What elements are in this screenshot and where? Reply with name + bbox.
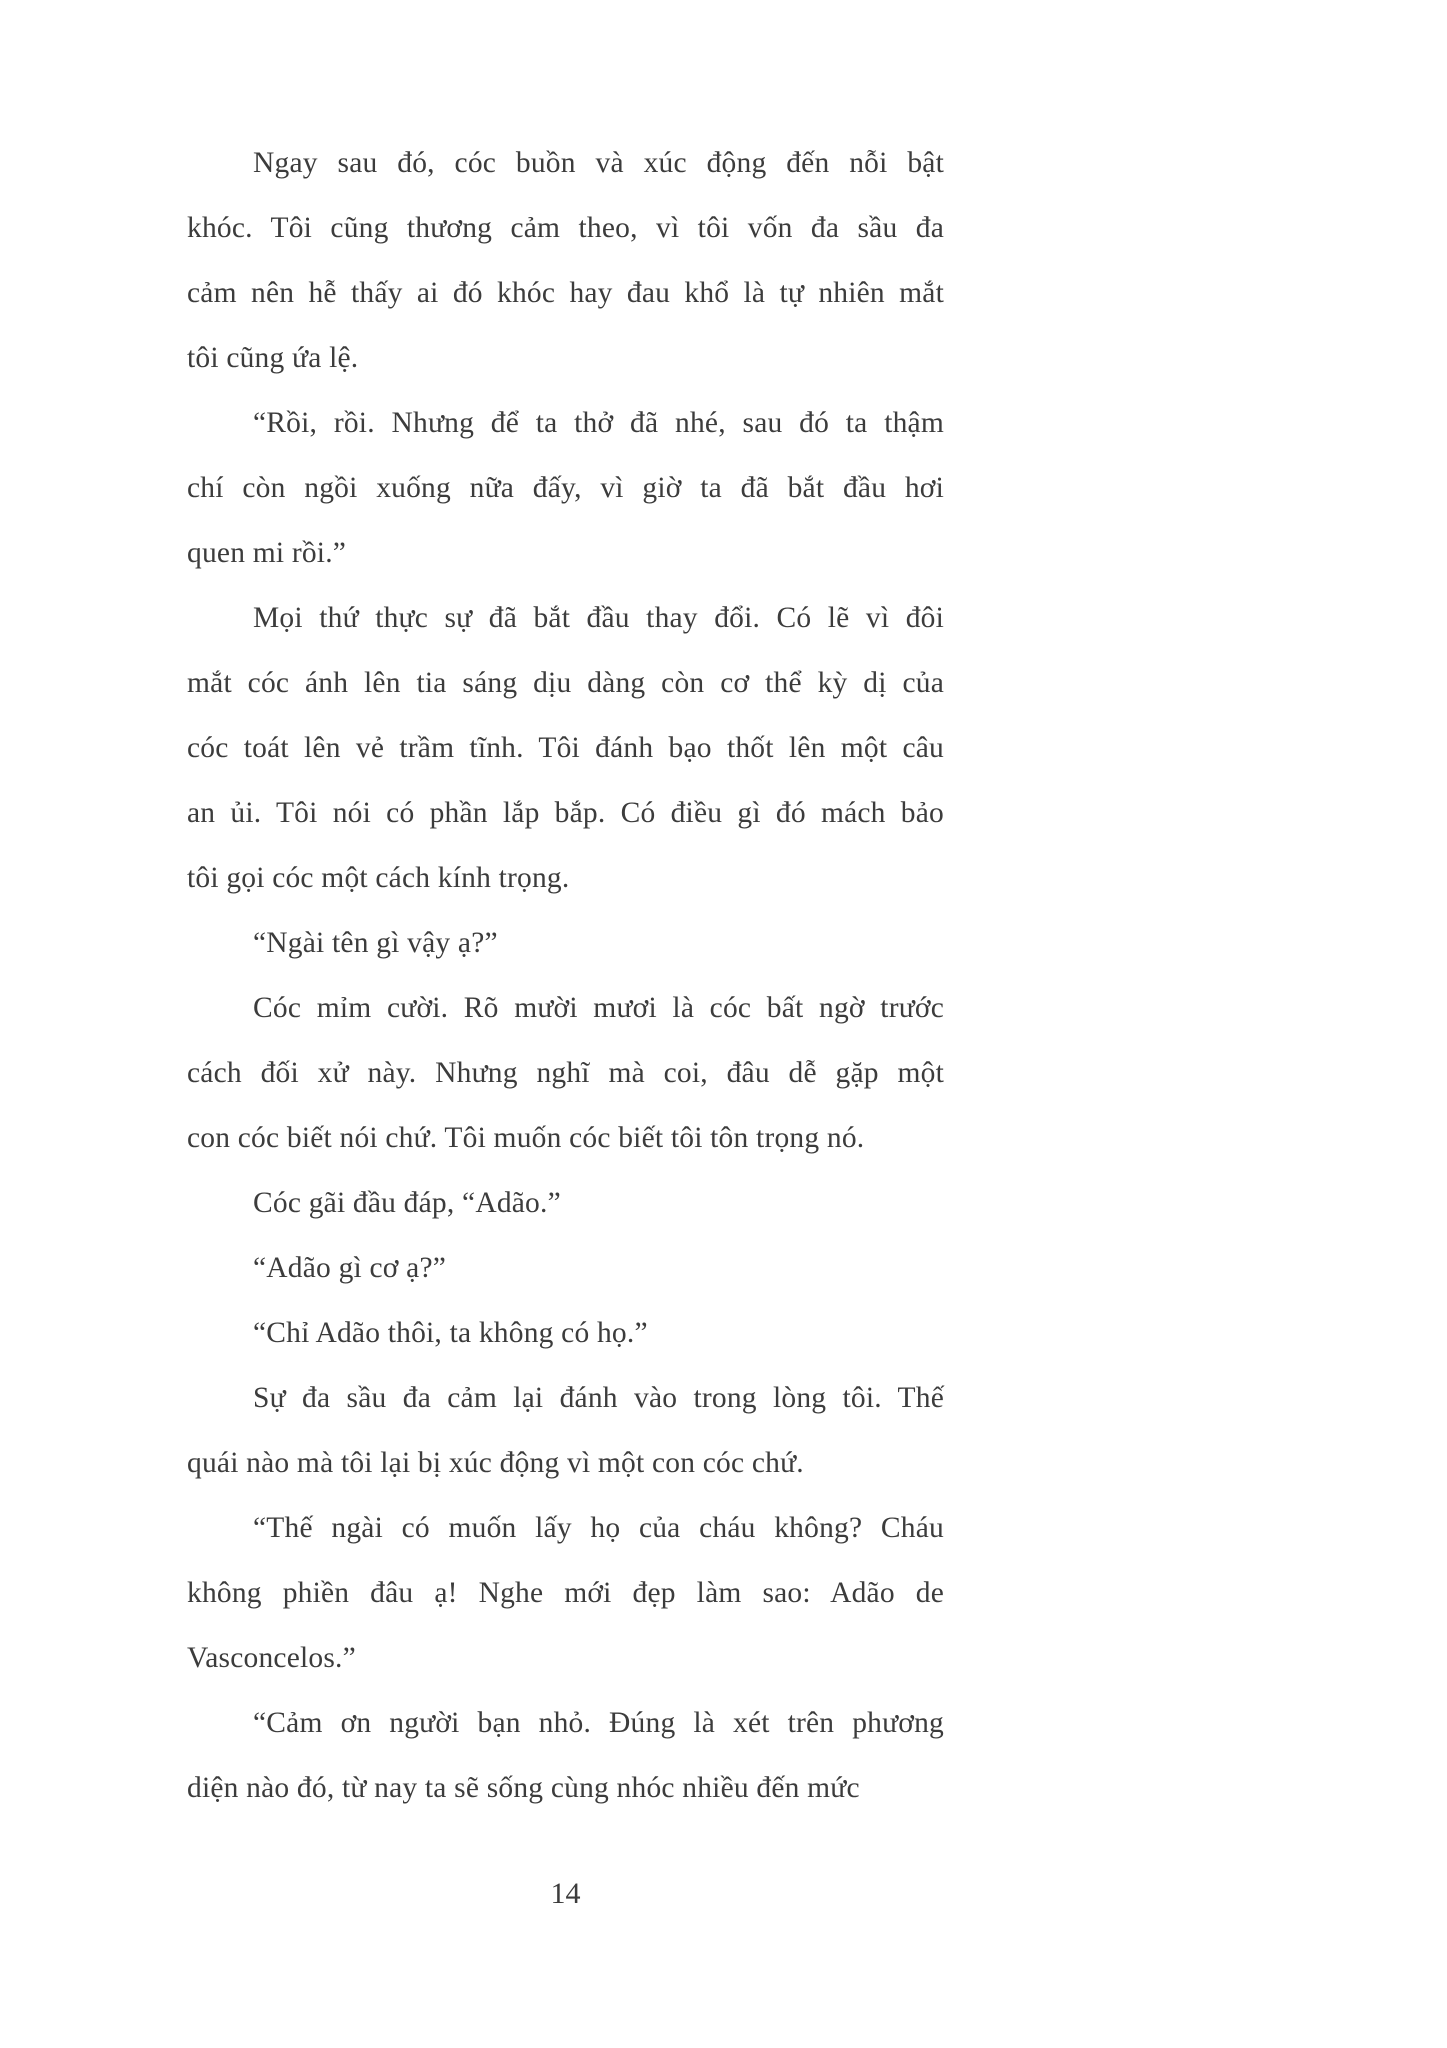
text-line: tôi cũng ứa lệ. xyxy=(187,342,359,374)
text-line: quái nào mà tôi lại bị xúc động vì một con cóc chứ. xyxy=(187,1447,804,1479)
text-line: tôi gọi cóc một cách kính trọng. xyxy=(187,862,570,894)
text-line: “Cảm ơn người bạn nhỏ. Đúng là xét trên phương xyxy=(253,1707,944,1739)
page-number: 14 xyxy=(550,1877,581,1910)
text-line: con cóc biết nói chứ. Tôi muốn cóc biết tôi tôn trọng nó. xyxy=(187,1122,865,1154)
text-line: Ngay sau đó, cóc buồn và xúc động đến nỗi bật xyxy=(253,147,944,179)
text-line: “Rồi, rồi. Nhưng để ta thở đã nhé, sau đó ta thậm xyxy=(253,407,944,439)
text-line: Sự đa sầu đa cảm lại đánh vào trong lòng tôi. Thế xyxy=(253,1382,944,1414)
body-text xyxy=(187,131,944,1821)
text-line: mắt cóc ánh lên tia sáng dịu dàng còn cơ thể kỳ dị của xyxy=(187,667,944,699)
text-line: chí còn ngồi xuống nữa đấy, vì giờ ta đã bắt đầu hơi xyxy=(187,472,944,504)
text-line: Mọi thứ thực sự đã bắt đầu thay đổi. Có lẽ vì đôi xyxy=(253,602,944,634)
text-line: quen mi rồi.” xyxy=(187,537,347,569)
text-line: Cóc gãi đầu đáp, “Adão.” xyxy=(253,1187,561,1219)
text-line: cóc toát lên vẻ trầm tĩnh. Tôi đánh bạo thốt lên một câu xyxy=(187,732,944,764)
text-line: “Chỉ Adão thôi, ta không có họ.” xyxy=(253,1317,648,1349)
text-line: cách đối xử này. Nhưng nghĩ mà coi, đâu dễ gặp một xyxy=(187,1057,944,1089)
text-line: cảm nên hễ thấy ai đó khóc hay đau khổ là tự nhiên mắt xyxy=(187,277,944,309)
text-line: Vasconcelos.” xyxy=(187,1642,356,1674)
text-line: an ủi. Tôi nói có phần lắp bắp. Có điều gì đó mách bảo xyxy=(187,797,944,829)
text-line: “Adão gì cơ ạ?” xyxy=(253,1252,447,1284)
text-line: “Ngài tên gì vậy ạ?” xyxy=(253,927,498,959)
text-line: diện nào đó, từ nay ta sẽ sống cùng nhóc nhiều đến mức xyxy=(187,1772,860,1804)
text-line: “Thế ngài có muốn lấy họ của cháu không? Cháu xyxy=(253,1512,944,1544)
text-line: không phiền đâu ạ! Nghe mới đẹp làm sao: Adão de xyxy=(187,1577,944,1609)
text-line: Cóc mỉm cười. Rõ mười mươi là cóc bất ngờ trước xyxy=(253,992,944,1024)
text-line: khóc. Tôi cũng thương cảm theo, vì tôi vốn đa sầu đa xyxy=(187,212,944,244)
